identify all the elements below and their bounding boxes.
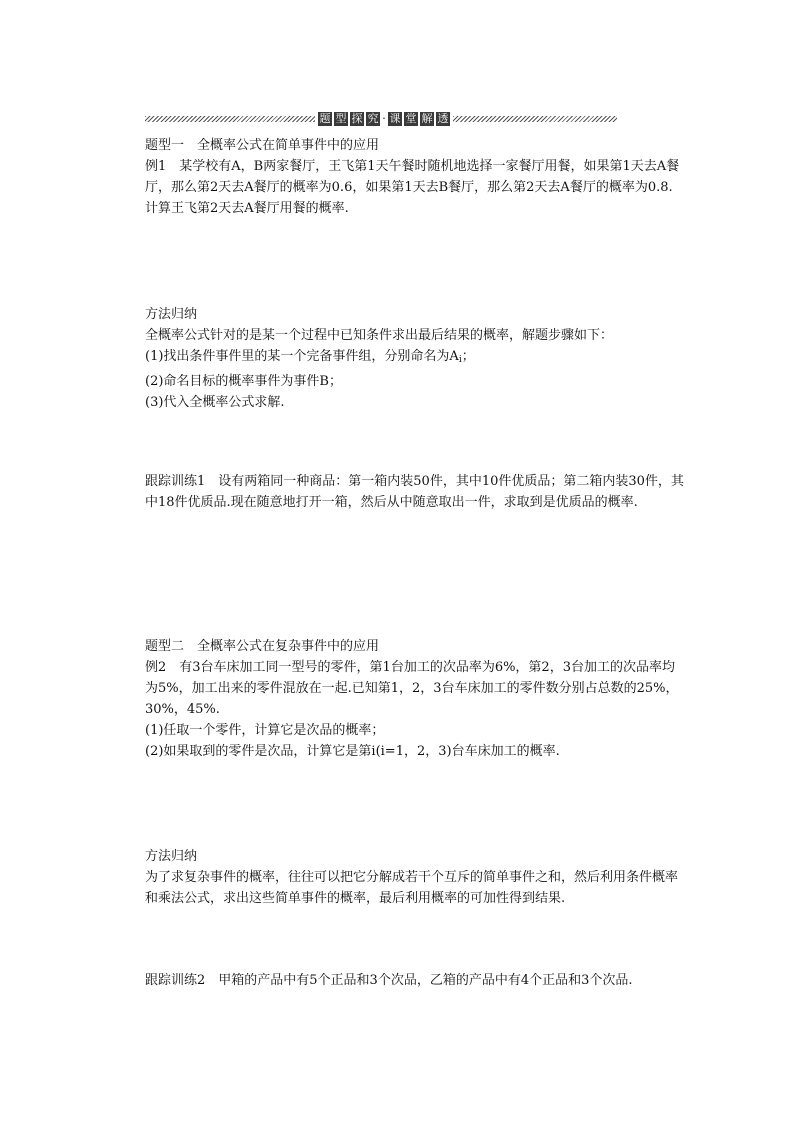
type1-example: 例1 某学校有A，B两家餐厅，王飞第1天午餐时随机地选择一家餐厅用餐，如果第1天去A餐厅，那么第2天去A餐厅的概率为0.6，如果第1天去B餐厅，那么第2天去A餐厅的概率为0.8.计算王飞第2天去A餐厅用餐的概率. xyxy=(145,159,680,216)
method1-section xyxy=(145,304,685,413)
type2-question-1: (1)任取一个零件，计算它是次品的概率； xyxy=(145,723,385,738)
banner-char: 透 xyxy=(437,112,449,125)
practice1-section xyxy=(145,471,685,513)
practice1-text: 跟踪训练1 设有两箱同一种商品：第一箱内装50件，其中10件优质品；第二箱内装30件，其中18件优质品.现在随意地打开一箱，然后从中随意取出一件，求取到是优质品的概率. xyxy=(145,474,684,510)
method1-title: 方法归纳 xyxy=(145,307,198,322)
method2-title: 方法归纳 xyxy=(145,849,198,864)
section-banner xyxy=(145,111,617,127)
practice2-text: 跟踪训练2 甲箱的产品中有5个正品和3个次品，乙箱的产品中有4个正品和3个次品. xyxy=(145,973,633,988)
banner-badge xyxy=(317,111,451,127)
method1-step3: (3)代入全概率公式求解. xyxy=(145,395,285,410)
method1-step1 xyxy=(145,346,685,371)
type2-example: 例2 有3台车床加工同一型号的零件，第1台加工的次品率为6%，第2，3台加工的次品率均为5%，加工出来的零件混放在一起.已知第1，2，3台车床加工的零件数分别占总数的25%，30%，45%. xyxy=(145,660,679,717)
banner-char: 探 xyxy=(351,112,363,125)
method2-section xyxy=(145,846,685,909)
practice2-section xyxy=(145,970,685,991)
banner-char: 究 xyxy=(367,112,379,125)
method2-text: 为了求复杂事件的概率，往往可以把它分解成若干个互斥的简单事件之和，然后利用条件概率和乘法公式，求出这些简单事件的概率，最后利用概率的可加性得到结果. xyxy=(145,870,679,906)
method1-step1-suffix: ； xyxy=(461,349,475,364)
type1-section xyxy=(145,135,685,219)
banner-char: 型 xyxy=(335,112,347,125)
banner-char: 题 xyxy=(319,112,331,125)
banner-char: 解 xyxy=(421,112,433,125)
type2-section xyxy=(145,636,685,762)
method1-intro: 全概率公式针对的是某一个过程中已知条件求出最后结果的概率，解题步骤如下： xyxy=(145,328,614,343)
banner-hatch-right xyxy=(453,116,617,122)
banner-char: 课 xyxy=(389,112,401,125)
banner-dot: · xyxy=(382,112,386,125)
banner-hatch-left xyxy=(145,116,315,122)
type2-heading: 题型二 全概率公式在复杂事件中的应用 xyxy=(145,639,380,654)
type1-heading: 题型一 全概率公式在简单事件中的应用 xyxy=(145,138,380,153)
method1-step1-text: (1)找出条件事件里的某一个完备事件组，分别命名为A xyxy=(145,349,459,364)
type2-question-2: (2)如果取到的零件是次品，计算它是第i(i=1，2，3)台车床加工的概率. xyxy=(145,744,560,759)
method1-step1-subscript: i xyxy=(458,355,462,365)
method1-step2: (2)命名目标的概率事件为事件B； xyxy=(145,374,342,389)
banner-char: 堂 xyxy=(405,112,417,125)
